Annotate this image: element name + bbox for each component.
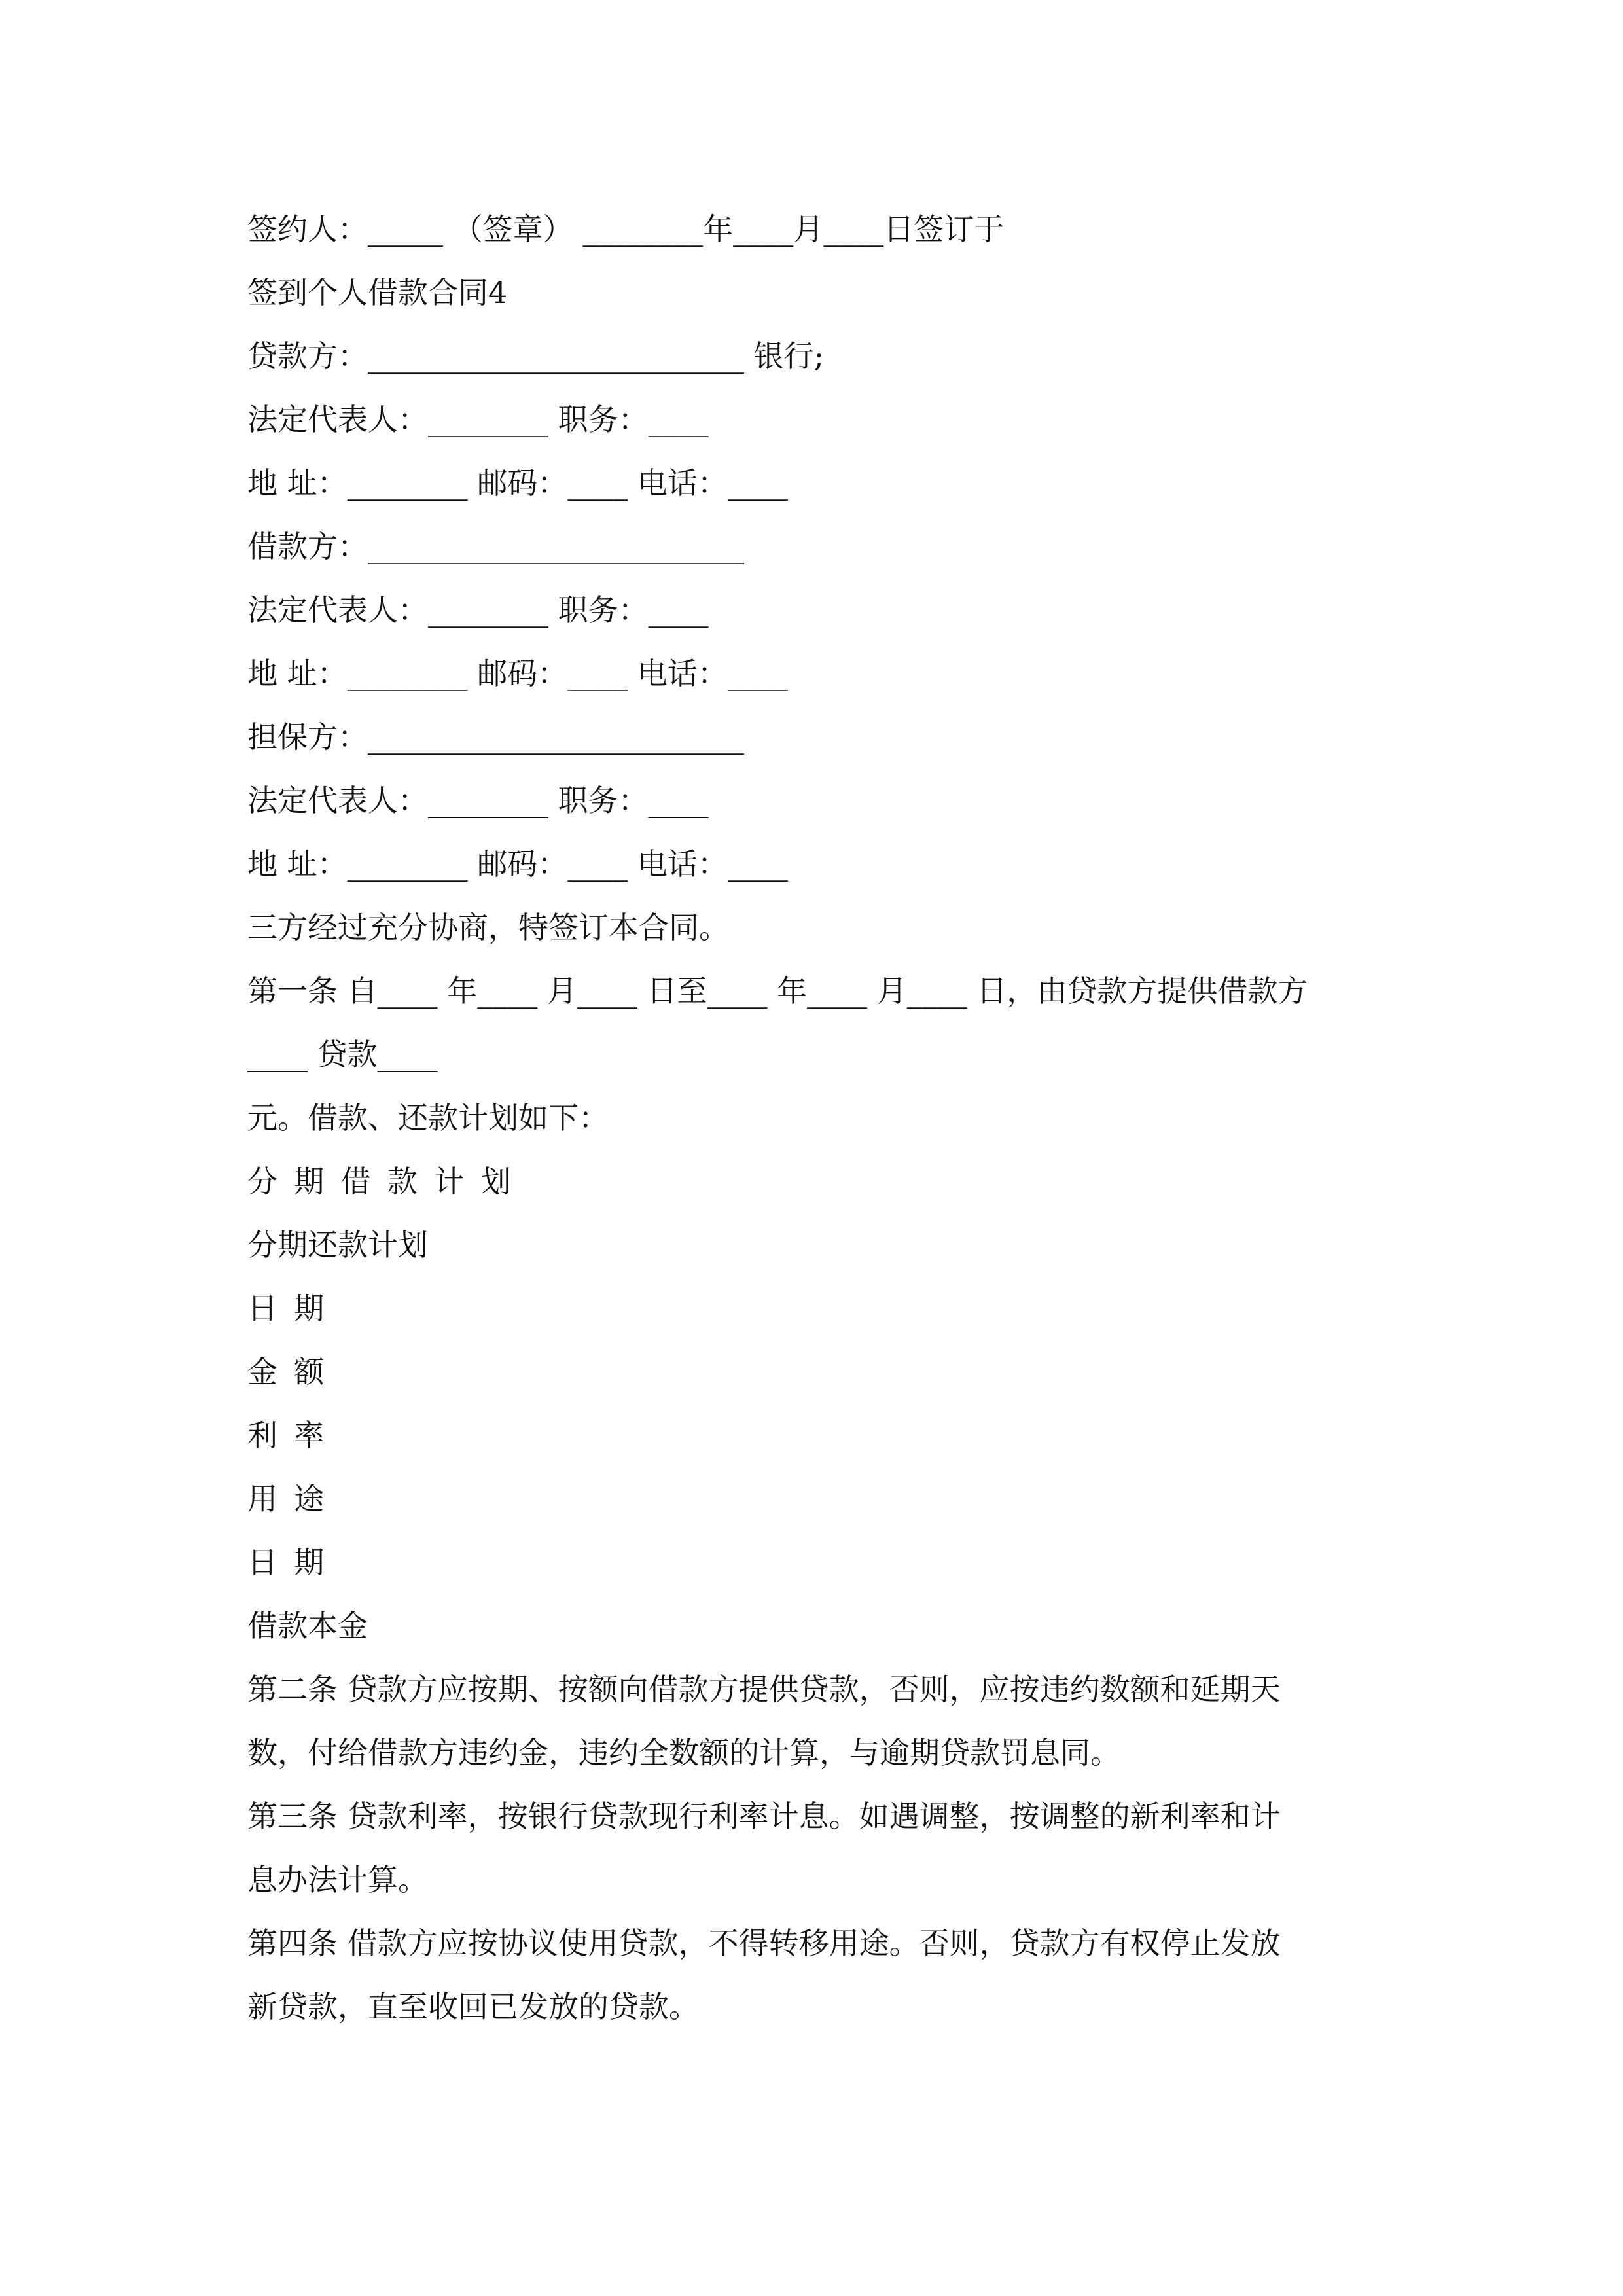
article-four-line-2: 新贷款，直至收回已发放的贷款。 xyxy=(247,1989,699,2024)
agreement-statement: 三方经过充分协商，特签订本合同。 xyxy=(247,910,729,945)
table-label-amount: 金额 xyxy=(247,1354,341,1390)
article-four-line-1: 第四条 借款方应按协议使用贷款，不得转移用途。否则，贷款方有权停止发放 xyxy=(247,1926,1281,1961)
article-two-line-2: 数，付给借款方违约金，违约全数额的计算，与逾期贷款罚息同。 xyxy=(247,1735,1120,1770)
guarantor-representative-line: 法定代表人：________ 职务：____ xyxy=(247,783,709,818)
article-one-continuation: ____ 贷款____ xyxy=(247,1037,438,1072)
installment-repayment-plan-heading: 分期还款计划 xyxy=(247,1227,428,1263)
table-label-principal: 借款本金 xyxy=(247,1608,368,1643)
guarantor-line: 担保方：_________________________ xyxy=(247,719,744,755)
table-label-date-2: 日期 xyxy=(247,1545,341,1580)
table-label-rate: 利率 xyxy=(247,1418,341,1453)
guarantor-address-line: 地 址：________ 邮码：____ 电话：____ xyxy=(247,846,788,882)
lender-address-line: 地 址：________ 邮码：____ 电话：____ xyxy=(247,465,788,501)
article-two-line-1: 第二条 贷款方应按期、按额向借款方提供贷款，否则，应按违约数额和延期天 xyxy=(247,1672,1281,1707)
contract-title: 签到个人借款合同4 xyxy=(247,275,508,310)
article-three-line-2: 息办法计算。 xyxy=(247,1862,428,1897)
borrower-address-line: 地 址：________ 邮码：____ 电话：____ xyxy=(247,656,788,691)
borrower-line: 借款方：_________________________ xyxy=(247,529,744,564)
lender-representative-line: 法定代表人：________ 职务：____ xyxy=(247,402,709,437)
signatory-line: 签约人：_____ （签章） ________年____月____日签订于 xyxy=(247,211,1005,247)
lender-line: 贷款方：_________________________ 银行; xyxy=(247,338,825,374)
table-label-purpose: 用途 xyxy=(247,1481,341,1516)
repayment-plan-intro: 元。借款、还款计划如下： xyxy=(247,1100,609,1136)
installment-loan-plan-heading: 分期借款计划 xyxy=(247,1164,527,1199)
borrower-representative-line: 法定代表人：________ 职务：____ xyxy=(247,592,709,628)
article-three-line-1: 第三条 贷款利率，按银行贷款现行利率计息。如遇调整，按调整的新利率和计 xyxy=(247,1799,1281,1834)
article-one-line: 第一条 自____ 年____ 月____ 日至____ 年____ 月____ 日，由贷款方提供借款方 xyxy=(247,973,1308,1009)
table-label-date: 日期 xyxy=(247,1291,341,1326)
